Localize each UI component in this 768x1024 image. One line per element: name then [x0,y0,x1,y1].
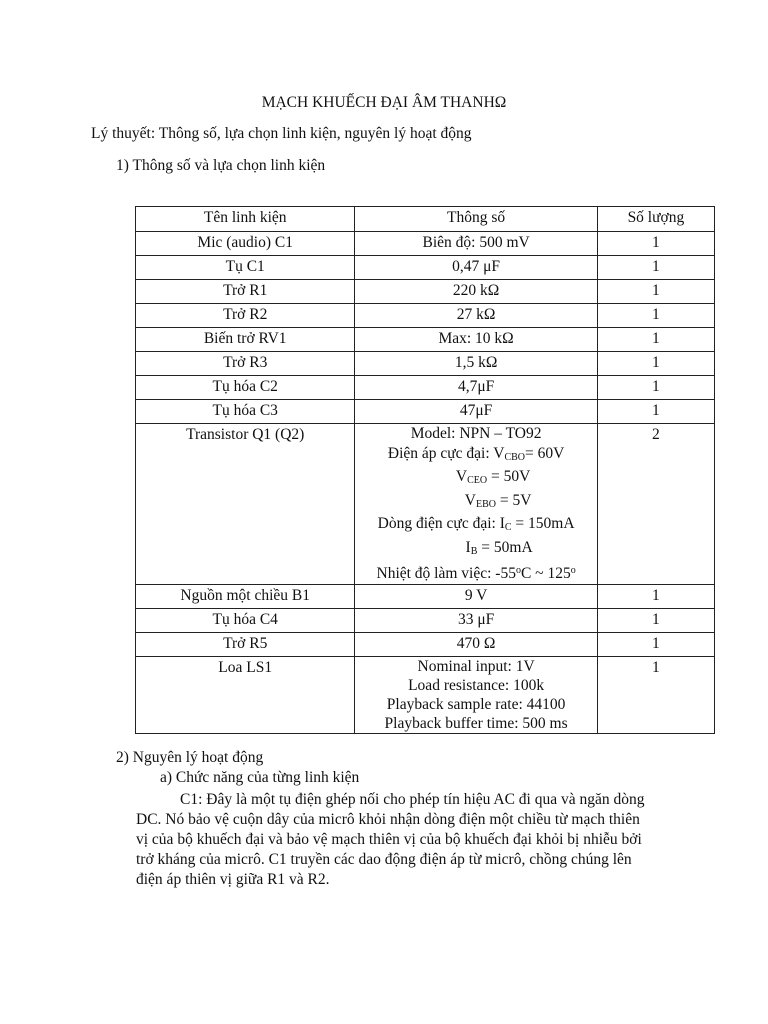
cell-qty: 1 [597,608,714,632]
table-row [136,608,715,632]
table-row [136,256,715,280]
transistor-vcbo: Điện áp cực đại: $V_{CBO}= 60V$ [387,444,565,463]
table-row [136,584,715,608]
cell-spec: 33 μF [355,608,597,632]
cell-spec: 27 kΩ [355,304,597,328]
cell-qty: 1 [597,280,714,304]
cell-name: Loa LS1 [136,656,355,733]
cell-spec: 470 Ω [355,632,597,656]
cell-qty: 1 [597,400,714,424]
cell-qty: 1 [597,232,714,256]
table-row [136,632,715,656]
transistor-ic: Dòng điện cực đại: $I_C = 150mA$ [377,515,575,533]
table-row-transistor [136,424,715,585]
component-table [135,206,715,734]
column-header-spec: Thông số [355,207,597,232]
table-row-speaker [136,656,715,733]
cell-name: Trở R5 [136,632,355,656]
transistor-vebo: $V_{EBO} = 5V$ [464,491,532,510]
table-row [136,352,715,376]
cell-spec: 47μF [355,400,597,424]
cell-spec: 9 V [355,584,597,608]
paragraph-line: điện áp thiên vị giữa R1 và R2. [136,871,330,888]
table-row [136,232,715,256]
speaker-spec-line: Nominal input: 1V [417,657,535,675]
transistor-temp: Nhiệt độ làm việc: -55$^o$C ~ 125$^o$ [376,565,576,582]
column-header-name: Tên linh kiện [136,207,355,232]
paragraph-line: vị của bộ khuếch đại và bảo vệ mạch thiên vị của bộ khuếch đại khỏi bị nhiễu bởi [136,831,642,848]
cell-spec: 1,5 kΩ [355,352,597,376]
speaker-spec-line: Load resistance: 100k [408,676,545,694]
table-row [136,400,715,424]
cell-name: Trở R1 [136,280,355,304]
table-row [136,376,715,400]
subsection-heading-a: a) Chức năng của từng linh kiện [160,769,360,786]
cell-qty: 1 [597,656,714,733]
cell-qty: 1 [597,328,714,352]
cell-name: Biến trở RV1 [136,328,355,352]
cell-qty: 1 [597,376,714,400]
cell-name: Tụ hóa C3 [136,400,355,424]
cell-qty: 1 [597,256,714,280]
cell-name: Nguồn một chiều B1 [136,584,355,608]
cell-name: Transistor Q1 (Q2) [136,424,355,585]
paragraph-line: trở kháng của micrô. C1 truyền các dao động điện áp từ micrô, chồng chúng lên [136,851,632,868]
paragraph-first-line: C1: Đây là một tụ điện ghép nối cho phép tín hiệu AC đi qua và ngăn dòng [180,791,645,808]
table-row [136,328,715,352]
cell-name: Trở R3 [136,352,355,376]
transistor-ib: $I_B = 50mA$ [465,538,533,557]
table-row [136,280,715,304]
intro-line: Lý thuyết: Thông số, lựa chọn linh kiện, nguyên lý hoạt động [91,125,472,142]
transistor-model: Model: NPN – TO92 [410,425,542,442]
cell-name: Mic (audio) C1 [136,232,355,256]
table-row [136,304,715,328]
cell-spec-transistor [355,424,597,585]
cell-qty: 1 [597,632,714,656]
transistor-vceo: $V_{CEO} = 50V$ [455,468,531,486]
cell-qty: 1 [597,352,714,376]
cell-qty: 2 [597,424,714,585]
section-heading-1: 1) Thông số và lựa chọn linh kiện [116,157,326,174]
cell-qty: 1 [597,584,714,608]
column-header-qty: Số lượng [597,207,714,232]
section-heading-2: 2) Nguyên lý hoạt động [116,749,264,766]
page-title: MẠCH KHUẾCH ĐẠI ÂM THANHΩ [261,94,507,111]
speaker-spec-line: Playback buffer time: 500 ms [384,714,568,732]
speaker-spec-line: Playback sample rate: 44100 [386,695,566,713]
cell-spec: 220 kΩ [355,280,597,304]
table-header-row [136,207,715,232]
cell-spec: 0,47 μF [355,256,597,280]
paragraph-line: DC. Nó bảo vệ cuộn dây của micrô khỏi nhận dòng điện một chiều từ mạch thiên [136,811,640,828]
cell-qty: 1 [597,304,714,328]
cell-name: Trở R2 [136,304,355,328]
cell-spec: Biên độ: 500 mV [355,232,597,256]
cell-spec-speaker [355,656,597,733]
cell-spec: Max: 10 kΩ [355,328,597,352]
cell-name: Tụ hóa C4 [136,608,355,632]
cell-name: Tụ C1 [136,256,355,280]
cell-name: Tụ hóa C2 [136,376,355,400]
cell-spec: 4,7μF [355,376,597,400]
